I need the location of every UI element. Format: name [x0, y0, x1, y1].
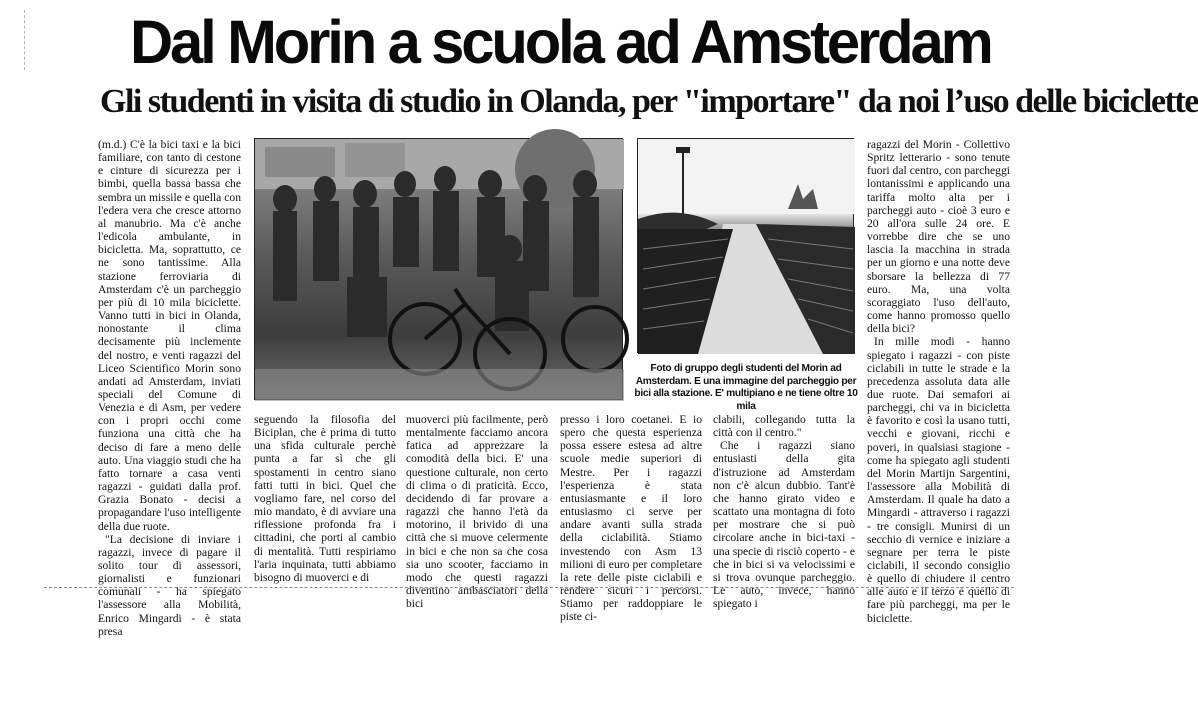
clipping-bottom-rule [44, 587, 1014, 588]
article-column-5 [713, 413, 855, 611]
paragraph: In mille modi - hanno spiegato i ragazzi - con piste ciclabili in tutte le strade e la precedenza assoluta data alle due ruote. Dai semafori ai parcheggi, chi va in bicicletta è favorito e così la usano tutti, vecchi e giovani, ricchi e poveri, in qualsiasi stagione - come ha spiegato agli studenti del Morin Martijn Sargentini, l'assessore alla Mobilità di Amsterdam. Il quale ha dato a Mingardi - attraverso i ragazzi - tre consigli. Munirsi di un secchio di vernice e iniziare a segnare per terra le piste ciclabili, il secondo consiglio è quello di chiudere il centro alle auto e il terzo è quello di fare più parcheggi, ma per le biciclette. [867, 335, 1010, 625]
photo-caption: Foto di gruppo degli studenti del Morin ad Amsterdam. E una immagine del parcheggio per bici alla stazione. E' multipiano e ne tiene oltre 10 mila [634, 363, 858, 412]
paragraph: muoverci più facilmente, però mentalmente facciamo ancora fatica ad apprezzare la comodità della bici. E' una questione culturale, non certo di clima o di praticità. Ecco, decidendo di far provare a ragazzi che hanno l'età da motorino, il brivido di una città che si muove celermente in bici e che non sa che cosa sia uno scooter, facciamo in modo che questi ragazzi diventino ambasciatori della bici [406, 413, 548, 611]
paragraph: seguendo la filosofia del Biciplan, che è prima di tutto una sfida culturale perchè punta a far sì che gli spostamenti in centro siano fatti tutti in bici. Quel che vogliamo fare, nel corso del mio mandato, è di avviare una riflessione profonda fra i cittadini, che porti al cambio di mentalità. Tutti respiriamo l'aria inquinata, tutti abbiamo bisogno di muoverci e di [254, 413, 396, 584]
paragraph: ragazzi del Morin - Collettivo Spritz letterario - sono tenute fuori dal centro, con parcheggi lontanissimi e applicando una tariffa molto alta per i parcheggi auto - cioè 3 euro e 20 all'ora sulle 24 ore. E vorrebbe dire che se uno lascia la macchina in strada per un giorno e una notte deve sborsare la bellezza di 77 euro. Ma, una volta scoraggiato l'uso dell'auto, come hanno promosso quello della bici? [867, 138, 1010, 336]
group-photo-illustration [255, 139, 624, 401]
article-column-2 [254, 413, 396, 584]
headline: Dal Morin a scuola ad Amsterdam [130, 8, 991, 76]
article-column-3 [406, 413, 548, 611]
paragraph: Che i ragazzi siano entusiasti della gita d'istruzione ad Amsterdam non c'è alcun dubbio. Tant'è che hanno girato video e scattato una montagna di foto per mostrare che si può circolare anche in bici-taxi - una specie di risciò coperto - e che in bici si va velocissimi e si trova ovunque parcheggio. Le auto, invece, hanno spiegato i [713, 439, 855, 611]
paragraph: (m.d.) C'è la bici taxi e la bici familiare, con tanto di cestone e cinture di sicurezza per i bimbi, quella bassa bassa che sembra un missile e quella con l'edera vera che cresce attorno al manubrio. Ma c'è anche l'edicola ambulante, in bicicletta. Ma, soprattutto, ce ne sono tantissime. Alla stazione ferroviaria di Amsterdam c'è un parcheggio per più di 10 mila biciclette. Vanno tutti in bici in Olanda, nonostante il clima decisamente più inclemente del nostro, e venti ragazzi del Liceo Scientifico Morin sono andati ad Amsterdam, inviati speciali del Comune di Venezia e di Asm, per vedere con i propri occhi come funziona una città che ha deciso di fare a meno delle auto. Una viaggio studi che ha fatto tornare a casa venti ragazzi - guidati dalla prof. Grazia Bonato - decisi a propagandare l'uso intelligente della due ruote. [98, 138, 241, 533]
subheadline: Gli studenti in visita di studio in Olanda, per "importare" da noi l’uso delle biciclette [100, 83, 1198, 120]
bicycle-parking-photo [637, 138, 854, 353]
paragraph: clabili, collegando tutta la città con il centro." [713, 413, 855, 440]
article-column-1 [98, 138, 241, 638]
group-photo [254, 138, 623, 400]
paragraph: "La decisione di inviare i ragazzi, invece di pagare il solito tour di assessori, giornalisti e funzionari comunali - ha spiegato l'assessore alla Mobilità, Enrico Mingardi - è stata presa [98, 532, 241, 638]
scan-edge-mark [24, 10, 25, 70]
article-column-6 [867, 138, 1010, 625]
article-column-4 [560, 413, 702, 624]
bicycle-parking-illustration [638, 139, 855, 354]
paragraph: presso i loro coetanei. E io spero che questa esperienza possa essere estesa ad altre scuole medie superiori di Mestre. Per i ragazzi l'esperienza è stata entusiasmante e il loro entusiasmo ci serve per andare avanti sulla strada della ciclabilità. Stiamo investendo con Asm 13 milioni di euro per completare la rete delle piste ciclabili e rendere sicuri i percorsi. Stiamo per raddoppiare le piste ci- [560, 413, 702, 624]
